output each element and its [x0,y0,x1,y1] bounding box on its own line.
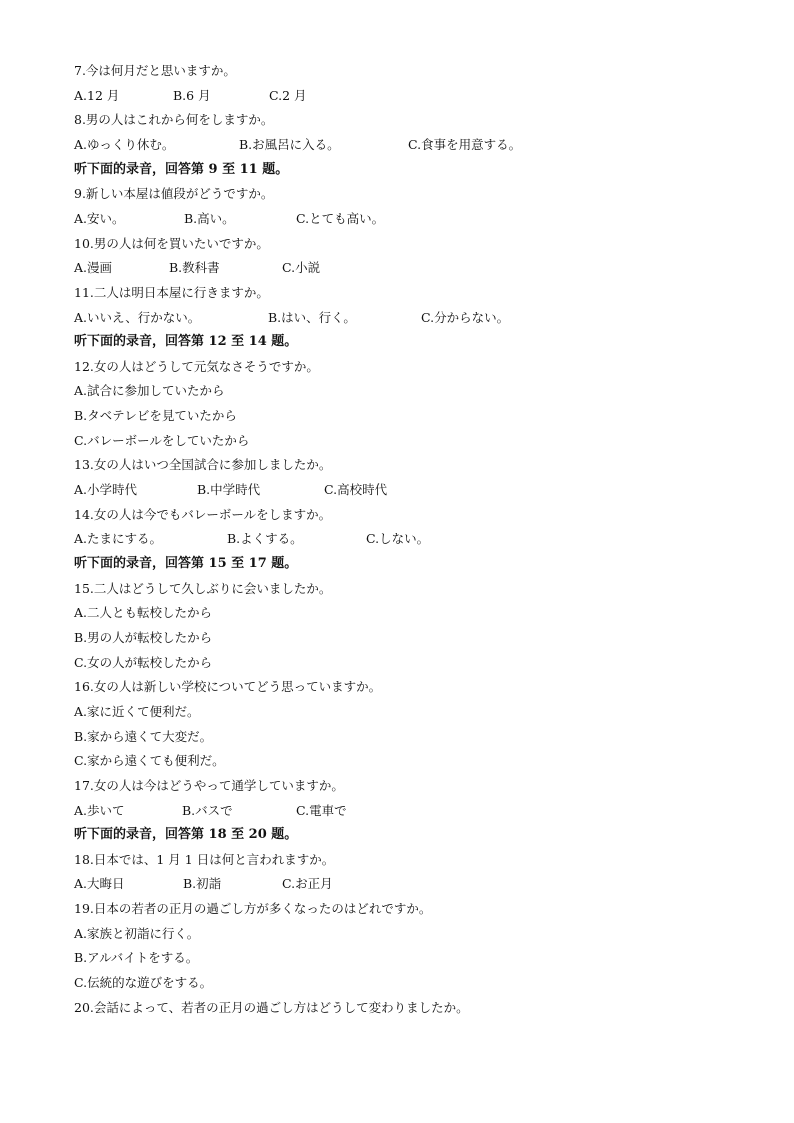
question-17: 17.女の人は今はどうやって通学していますか。 [74,777,344,793]
question-17-option-a: A.歩いて [74,802,125,818]
section-heading: 听下面的录音，回答第 18 至 20 题。 [74,827,298,843]
question-13-option-b: B.中学時代 [197,482,261,497]
question-14-option-a: A.たまにする。 [74,531,163,547]
question-13-option-a: A.小学時代 [74,482,138,497]
question-19: 19.日本の若者の正月の過ごし方が多くなったのはどれですか。 [74,901,432,917]
question-8: 8.男の人はこれから何をしますか。 [74,112,274,128]
question-12-option: A.試合に参加していたから [74,383,225,399]
question-17-option-c: C.電車で [296,802,347,818]
question-7-option-c: C.2 月 [269,87,307,103]
question-12-option: C.バレーボールをしていたから [74,432,250,448]
section-heading: 听下面的录音，回答第 9 至 11 题。 [74,161,289,177]
question-11-option-a: A.いいえ、行かない。 [74,309,201,325]
question-16-option: A.家に近くて便利だ。 [74,703,200,719]
question-13: 13.女の人はいつ全国試合に参加しましたか。 [74,457,332,473]
question-7-option-a: A.12 月 [74,87,120,103]
question-15-option: B.男の人が転校したから [74,629,213,645]
question-19-option: B.アルバイトをする。 [74,950,199,966]
question-18-option-a: A.大晦日 [74,876,125,892]
question-16-option: C.家から遠くても便利だ。 [74,753,225,769]
question-18: 18.日本では、1 月 1 日は何と言われますか。 [74,851,335,867]
question-8-option-c: C.食事を用意する。 [408,136,522,152]
question-15-option: C.女の人が転校したから [74,654,213,670]
question-11: 11.二人は明日本屋に行きますか。 [74,284,269,300]
question-19-option: C.伝統的な遊びをする。 [74,975,213,990]
question-10-option-b: B.教科書 [169,260,220,276]
question-9-option-a: A.安い。 [74,210,125,226]
question-16: 16.女の人は新しい学校についてどう思っていますか。 [74,679,382,695]
question-13-option-c: C.高校時代 [324,482,388,497]
section-heading: 听下面的录音，回答第 15 至 17 题。 [74,556,298,571]
question-8-option-a: A.ゆっくり休む。 [74,136,175,152]
question-17-option-b: B.バスで [182,802,233,818]
question-15-option: A.二人とも転校したから [74,605,213,621]
question-14-option-c: C.しない。 [366,531,430,547]
question-20: 20.会話によって、若者の正月の過ごし方はどうして変わりましたか。 [74,999,469,1015]
question-9-option-b: B.高い。 [184,210,235,226]
question-10: 10.男の人は何を買いたいですか。 [74,235,269,251]
question-14-option-b: B.よくする。 [227,531,303,547]
question-7: 7.今は何月だと思いますか。 [74,63,236,78]
section-heading: 听下面的录音，回答第 12 至 14 题。 [74,334,298,350]
question-16-option: B.家から遠くて大変だ。 [74,728,213,744]
question-19-option: A.家族と初詣に行く。 [74,925,200,941]
question-7-option-b: B.6 月 [173,87,211,103]
question-18-option-b: B.初詣 [183,876,222,892]
question-10-option-a: A.漫画 [74,260,113,276]
question-14: 14.女の人は今でもバレーボールをしますか。 [74,506,332,522]
question-12: 12.女の人はどうして元気なさそうですか。 [74,358,319,374]
question-12-option: B.タベテレビを見ていたから [74,408,237,424]
question-15: 15.二人はどうして久しぶりに会いましたか。 [74,580,332,596]
question-9-option-c: C.とても高い。 [296,210,385,226]
question-18-option-c: C.お正月 [282,876,333,892]
question-11-option-b: B.はい、行く。 [268,309,356,325]
question-8-option-b: B.お風呂に入る。 [239,136,340,152]
question-11-option-c: C.分からない。 [421,309,510,325]
question-10-option-c: C.小説 [282,260,321,276]
question-9: 9.新しい本屋は値段がどうですか。 [74,186,274,202]
